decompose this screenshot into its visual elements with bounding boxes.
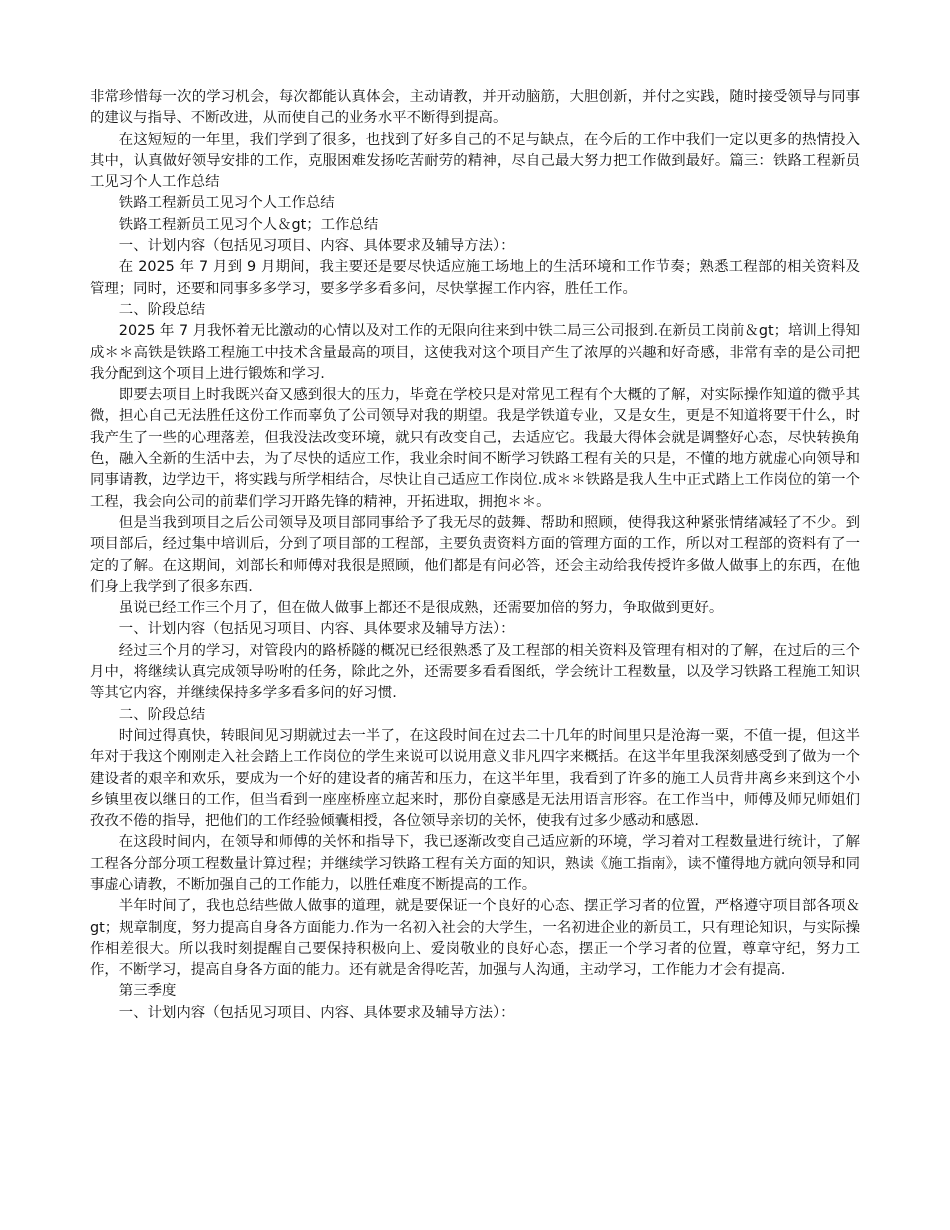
paragraph: 在这短短的一年里，我们学到了很多，也找到了好多自己的不足与缺点，在今后的工作中我们一定以更多的热情投入其中，认真做好领导安排的工作，克服困难发扬吃苦耐劳的精神，尽自己最大努力把工作做到最好。篇三：铁路工程新员工见习个人工作总结 [90,131,860,191]
paragraph: 在 2025 年 7 月到 9 月期间，我主要还是要尽快适应施工场地上的生活环境和工作节奏；熟悉工程部的相关资料及管理；同时，还要和同事多多学习，要多学多看多问，尽快掌握工作内容，胜任工作。 [90,259,860,297]
paragraph: 在这段时间内，在领导和师傅的关怀和指导下，我已逐渐改变自己适应新的环境，学习着对工程数量进行统计，了解工程各分部分项工程数量计算过程；并继续学习铁路工程有关方面的知识，熟读《施工指南》，读不懂得地方就向领导和同事虚心请教，不断加强自己的工作能力，以胜任难度不断提高的工作。 [90,834,860,893]
paragraph: 虽说已经工作三个月了，但在做人做事上都还不是很成熟，还需要加倍的努力，争取做到更好。 [118,600,724,617]
paragraph: 半年时间了，我也总结些做人做事的道理，就是要保证一个良好的心态、摆正学习者的位置，严格遵守项目部各项＆gt；规章制度，努力提高自身各方面能力.作为一名初入社会的大学生，一名初进企业的新员工，只有理论知识，与实际操作相差很大。所以我时刻提醒自己要保持积极向上、爱岗敬业的良好心态，摆正一个学习者的位置，尊章守纪，努力工作，不断学习，提高自身各方面的能力。还有就是舍得吃苦，加强与人沟通，主动学习，工作能力才会有提高. [90,898,860,979]
document-body [90,87,860,1024]
paragraph: 时间过得真快，转眼间见习期就过去一半了，在这段时间在过去二十几年的时间里只是沧海一粟，不值一提，但这半年对于我这个刚刚走入社会踏上工作岗位的学生来说可以说用意义非凡四字来概括。在这半年里我深刻感受到了做为一个建设者的艰辛和欢乐，要成为一个好的建设者的痛苦和压力，在这半年里，我看到了许多的施工人员背井离乡来到这个小乡镇里夜以继日的工作，但当看到一座座桥座立起来时，那份自豪感是无法用语言形容。在工作当中，师傅及师兄师姐们孜孜不倦的指导，把他们的工作经验倾囊相授，各位领导亲切的关怀，使我有过多少感动和感恩. [90,727,860,830]
section-title: 铁路工程新员工见习个人工作总结 [118,195,335,212]
paragraph: 但是当我到项目之后公司领导及项目部同事给予了我无尽的鼓舞、帮助和照顾，使得我这种紧张情绪减轻了不少。到项目部后，经过集中培训后，分到了项目部的工程部，主要负责资料方面的管理方面的工作，所以对工程部的资料有了一定的了解。在这期间，刘部长和师傅对我很是照顾，他们都是有问必答，还会主动给我传授许多做人做事上的东西，在他们身上我学到了很多东西. [90,514,860,595]
section-heading: 一、计划内容（包括见习项目、内容、具体要求及辅导方法）： [118,621,515,638]
section-heading: 二、阶段总结 [118,301,206,318]
paragraph: 非常珍惜每一次的学习机会，每次都能认真体会，主动请教，并开动脑筋，大胆创新，并付之实践，随时接受领导与同事的建议与指导、不断改进，从而使自己的业务水平不断得到提高。 [90,89,860,127]
paragraph: 即要去项目上时我既兴奋又感到很大的压力，毕竟在学校只是对常见工程有个大概的了解，对实际操作知道的微乎其微，担心自己无法胜任这份工作而辜负了公司领导对我的期望。我是学铁道专业，又是女生，更是不知道将要干什么，时我产生了一些的心理落差，但我没法改变环境，就只有改变自己，去适应它。我最大得体会就是调整好心态，尽快转换角色，融入全新的生活中去，为了尽快的适应工作，我业余时间不断学习铁路工程有关的只是，不懂的地方就虚心向领导和同事请教，边学边干，将实践与所学相结合，尽快让自己适应工作岗位.成＊＊铁路是我人生中正式踏上工作岗位的第一个工程，我会向公司的前辈们学习开路先锋的精神，开拓进取，拥抱＊＊。 [90,387,860,510]
paragraph: 经过三个月的学习，对管段内的路桥隧的概况已经很熟悉了及工程部的相关资料及管理有相对的了解，在过后的三个月中，将继续认真完成领导吩咐的任务，除此之外，还需要多看看图纸，学会统计工程数量，以及学习铁路工程施工知识等其它内容，并继续保持多学多看多问的好习惯. [90,642,860,702]
section-heading: 一、计划内容（包括见习项目、内容、具体要求及辅导方法）： [118,1004,515,1021]
section-heading: 一、计划内容（包括见习项目、内容、具体要求及辅导方法）： [118,238,515,255]
section-title: 铁路工程新员工见习个人＆gt；工作总结 [118,216,379,233]
section-heading: 二、阶段总结 [118,706,206,723]
section-heading: 第三季度 [118,983,177,1000]
paragraph: 2025 年 7 月我怀着无比激动的心情以及对工作的无限向往来到中铁二局三公司报到.在新员工岗前＆gt；培训上得知成＊＊高铁是铁路工程施工中技术含量最高的项目，这使我对这个项目产生了浓厚的兴趣和好奇感，非常有幸的是公司把我分配到这个项目上进行锻炼和学习. [90,323,860,382]
